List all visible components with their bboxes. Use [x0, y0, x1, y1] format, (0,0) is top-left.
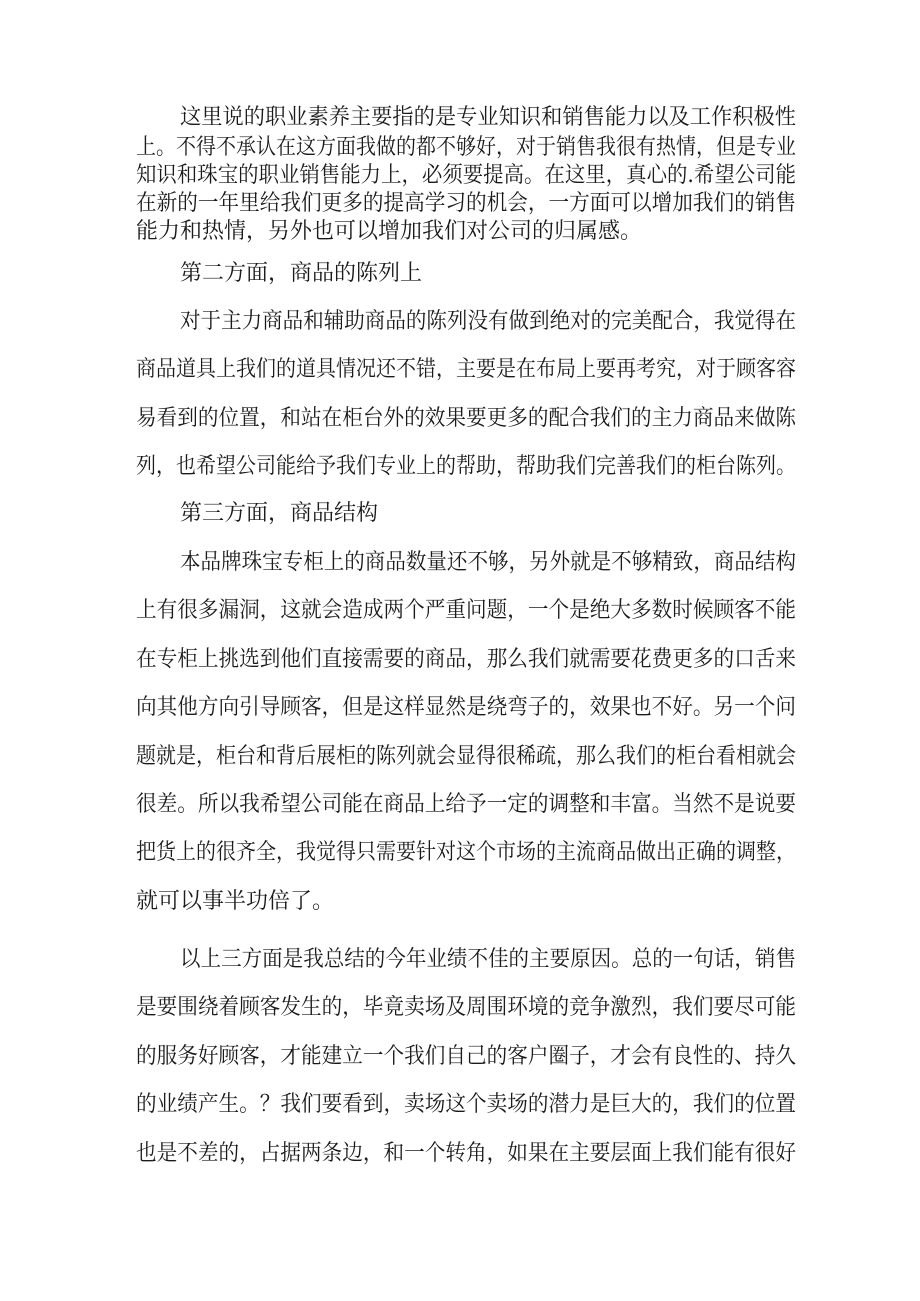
- text-line: 也是不差的，占据两条边，和一个转角，如果在主要层面上我们能有很好: [136, 1141, 797, 1166]
- text-line: 向其他方向引导顾客，但是这样显然是绕弯子的，效果也不好。另一个问: [136, 695, 797, 720]
- text-line: 在新的一年里给我们更多的提高学习的机会，一方面可以增加我们的销售: [136, 191, 797, 216]
- text-line: 列，也希望公司能给予我们专业上的帮助，帮助我们完善我们的柜台陈列。: [136, 454, 797, 479]
- text-line: 本品牌珠宝专柜上的商品数量还不够，另外就是不够精致，商品结构: [180, 550, 796, 575]
- text-line: 很差。所以我希望公司能在商品上给予一定的调整和丰富。当然不是说要: [136, 792, 797, 817]
- text-line: 是要围绕着顾客发生的，毕竟卖场及周围环境的竞争激烈，我们要尽可能: [136, 995, 797, 1020]
- text-line: 上有很多漏洞，这就会造成两个严重问题，一个是绝大多数时候顾客不能: [136, 598, 797, 623]
- section-heading: 第三方面，商品结构: [180, 501, 379, 526]
- text-line: 的服务好顾客，才能建立一个我们自己的客户圈子，才会有良性的、持久: [136, 1044, 797, 1069]
- text-line: 易看到的位置，和站在柜台外的效果要更多的配合我们的主力商品来做陈: [136, 406, 797, 431]
- text-line: 就可以事半功倍了。: [136, 889, 335, 914]
- text-line: 知识和珠宝的职业销售能力上，必须要提高。在这里，真心的.希望公司能: [136, 163, 797, 188]
- text-line: 对于主力商品和辅助商品的陈列没有做到绝对的完美配合，我觉得在: [180, 309, 796, 334]
- text-line: 在专柜上挑选到他们直接需要的商品，那么我们就需要花费更多的口舌来: [136, 647, 797, 672]
- text-line: 题就是，柜台和背后展柜的陈列就会显得很稀疏，那么我们的柜台看相就会: [136, 744, 797, 769]
- text-line: 商品道具上我们的道具情况还不错，主要是在布局上要再考究，对于顾客容: [136, 357, 797, 382]
- text-line: 这里说的职业素养主要指的是专业知识和销售能力以及工作积极性: [180, 105, 797, 130]
- text-line: 把货上的很齐全，我觉得只需要针对这个市场的主流商品做出正确的调整，: [136, 840, 797, 865]
- text-line: 的业绩产生。？我们要看到，卖场这个卖场的潜力是巨大的，我们的位置: [136, 1092, 797, 1117]
- text-line: 能力和热情，另外也可以增加我们对公司的归属感。: [136, 219, 643, 244]
- text-line: 以上三方面是我总结的今年业绩不佳的主要原因。总的一句话，销售: [180, 947, 796, 972]
- section-heading: 第二方面，商品的陈列上: [180, 261, 423, 286]
- text-line: 上。不得不承认在这方面我做的都不够好，对于销售我很有热情，但是专业: [136, 135, 797, 160]
